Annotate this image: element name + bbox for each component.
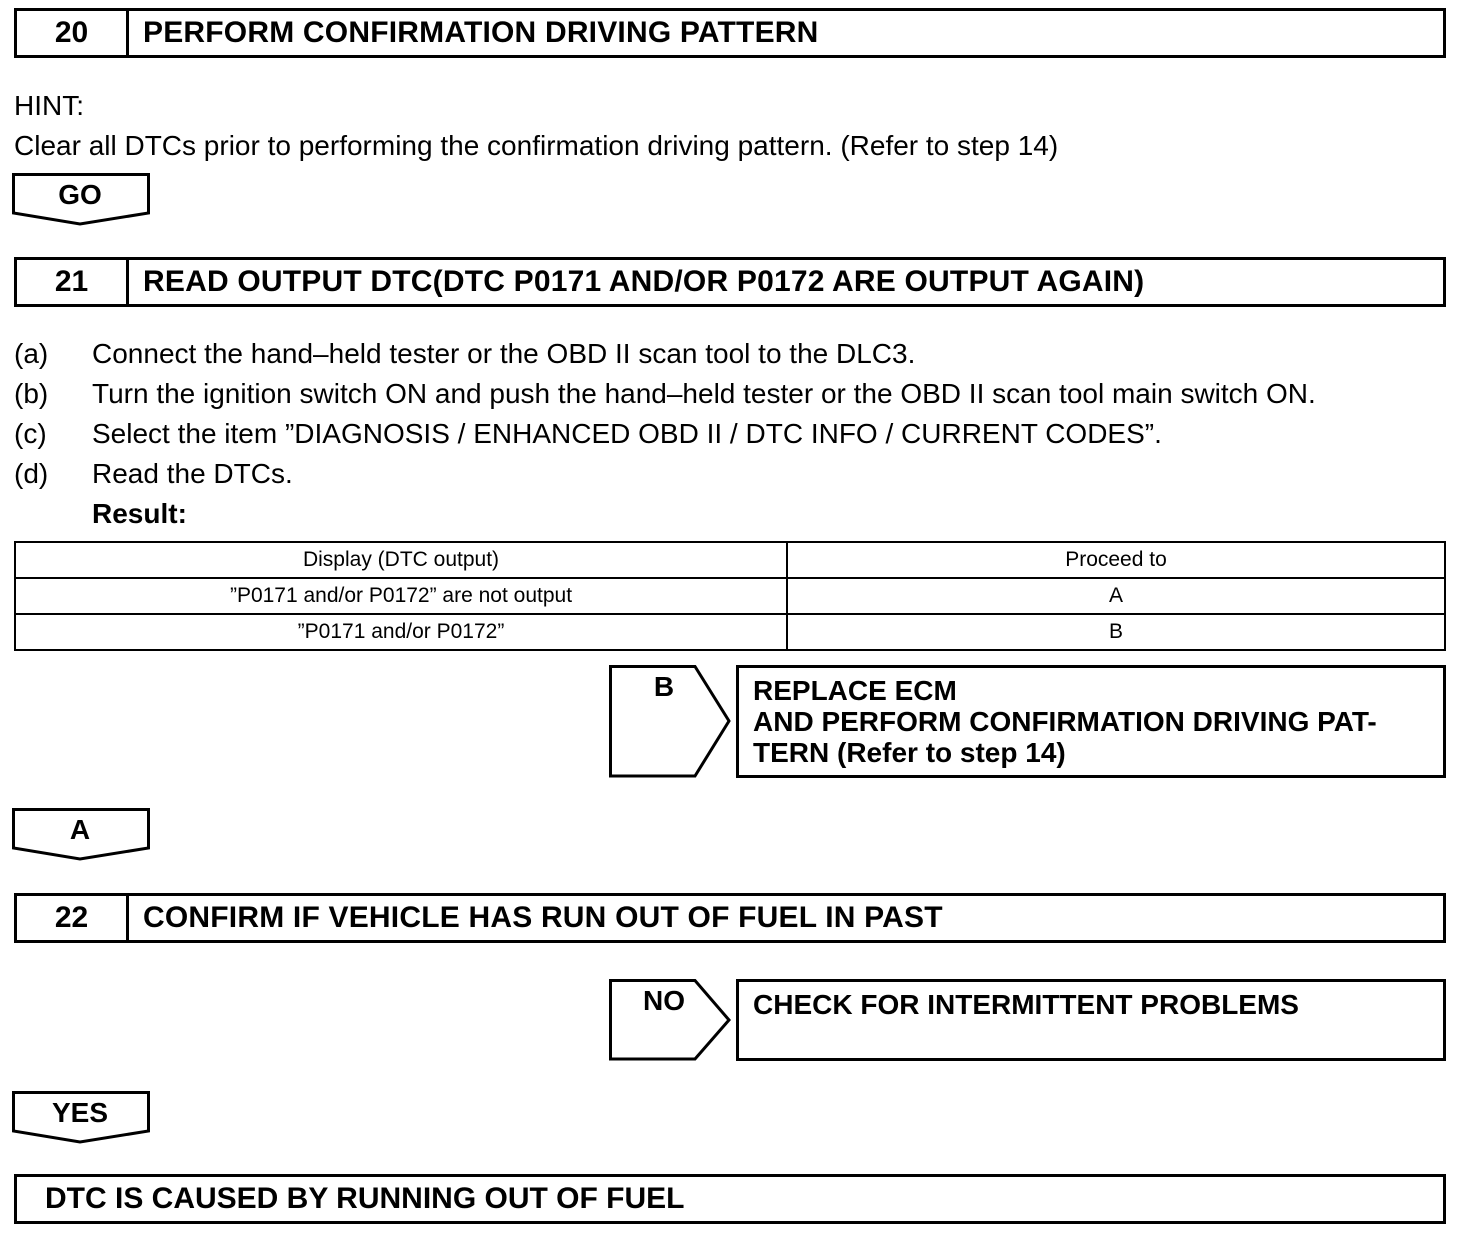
result-table bbox=[14, 541, 1446, 651]
hint-label: HINT: bbox=[14, 90, 84, 121]
column-header: Proceed to bbox=[787, 542, 1445, 578]
list-item-text: Select the item ”DIAGNOSIS / ENHANCED OBD II / DTC INFO / CURRENT CODES”. bbox=[92, 418, 1162, 449]
branch-no-label: NO bbox=[643, 985, 685, 1016]
action-line: REPLACE ECM bbox=[753, 675, 957, 706]
go-tab-label: GO bbox=[58, 179, 102, 210]
step-21-header bbox=[14, 257, 1446, 307]
branch-b-arrow[interactable] bbox=[609, 665, 733, 778]
table-row bbox=[15, 614, 1445, 650]
list-item-label: (d) bbox=[14, 458, 49, 489]
step-title: PERFORM CONFIRMATION DRIVING PATTERN bbox=[143, 16, 819, 49]
go-tab[interactable] bbox=[12, 173, 148, 225]
branch-b-action-box bbox=[736, 665, 1446, 778]
step-20-header bbox=[14, 8, 1446, 58]
a-tab[interactable] bbox=[12, 808, 148, 860]
action-line: AND PERFORM CONFIRMATION DRIVING PAT- bbox=[753, 706, 1377, 737]
column-header: Display (DTC output) bbox=[15, 542, 787, 578]
yes-tab-label: YES bbox=[51, 1097, 109, 1128]
list-item-label: (c) bbox=[14, 418, 47, 449]
conclusion-box bbox=[14, 1174, 1446, 1224]
table-cell: ”P0171 and/or P0172” are not output bbox=[15, 578, 787, 614]
list-item-text: Connect the hand–held tester or the OBD II scan tool to the DLC3. bbox=[92, 338, 916, 369]
list-item-text: Turn the ignition switch ON and push the hand–held tester or the OBD II scan tool main switch ON. bbox=[92, 378, 1316, 409]
action-line: TERN (Refer to step 14) bbox=[753, 737, 1066, 768]
list-item-text: Read the DTCs. bbox=[92, 458, 293, 489]
table-row bbox=[15, 578, 1445, 614]
table-cell: B bbox=[787, 614, 1445, 650]
step-22-header bbox=[14, 893, 1446, 943]
step-title: CONFIRM IF VEHICLE HAS RUN OUT OF FUEL IN PAST bbox=[143, 901, 943, 934]
a-tab-label: A bbox=[69, 814, 91, 845]
table-header-row bbox=[15, 542, 1445, 578]
list-item-label: (a) bbox=[14, 338, 49, 369]
yes-tab[interactable] bbox=[12, 1091, 148, 1143]
step-number: 20 bbox=[17, 11, 129, 55]
step-number: 22 bbox=[17, 896, 129, 940]
conclusion-text: DTC IS CAUSED BY RUNNING OUT OF FUEL bbox=[45, 1182, 685, 1215]
list-item-label: (b) bbox=[14, 378, 49, 409]
hint-text: Clear all DTCs prior to performing the confirmation driving pattern. (Refer to step 14) bbox=[14, 130, 1059, 161]
branch-b-label: B bbox=[653, 671, 675, 702]
table-cell: A bbox=[787, 578, 1445, 614]
action-line: CHECK FOR INTERMITTENT PROBLEMS bbox=[753, 989, 1299, 1020]
step-title: READ OUTPUT DTC(DTC P0171 AND/OR P0172 ARE OUTPUT AGAIN) bbox=[143, 265, 1145, 298]
step-number: 21 bbox=[17, 260, 129, 304]
branch-no-arrow[interactable] bbox=[609, 979, 733, 1061]
result-label: Result: bbox=[92, 498, 187, 529]
table-cell: ”P0171 and/or P0172” bbox=[15, 614, 787, 650]
branch-no-action-box bbox=[736, 979, 1446, 1061]
